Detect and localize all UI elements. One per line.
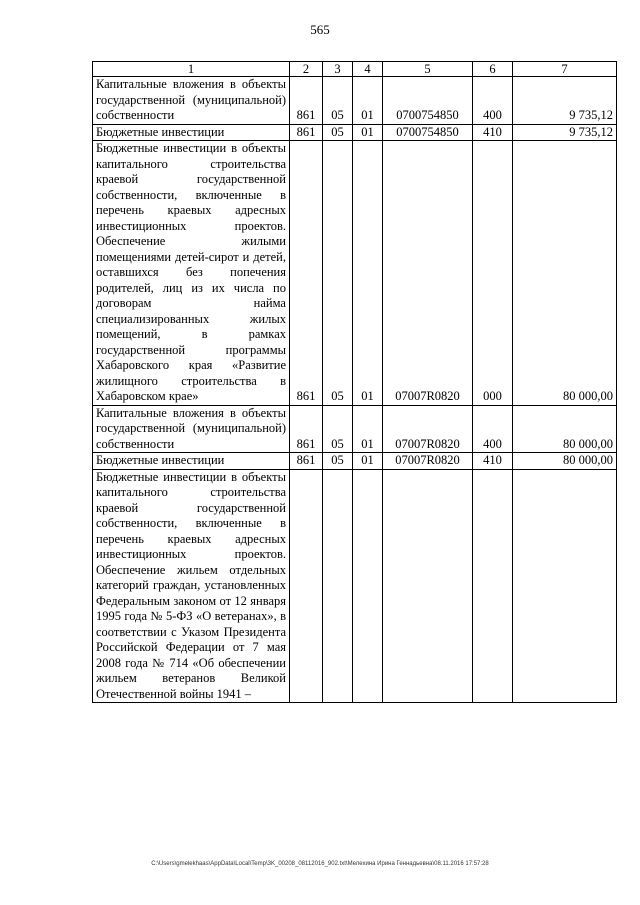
- row-description: Бюджетные инвестиции в объекты капитального строительства краевой государственной собственности, включенные в перечень краевых адресных инвестиционных проектов. Обеспечение жилыми помещениями детей-сирот и детей, оставшихся без попечения родителей, лиц из их числа по договорам найма специализированных жилых помещений, в рамках государственной программы Хабаровского края «Развитие жилищного строительства в Хабаровском крае»: [93, 141, 290, 406]
- row-section-code: 05: [323, 141, 353, 406]
- row-expense-type: 000: [473, 141, 513, 406]
- row-ministry-code: [290, 469, 323, 703]
- table-header-row: [93, 62, 617, 77]
- row-target-article: 0700754850: [383, 124, 473, 141]
- row-description: Бюджетные инвестиции: [93, 453, 290, 470]
- table-row: [93, 453, 617, 470]
- row-amount: [513, 469, 617, 703]
- row-section-code: [323, 469, 353, 703]
- row-subsection-code: 01: [353, 141, 383, 406]
- row-description: Капитальные вложения в объекты государственной (муниципальной) собственности: [93, 405, 290, 453]
- column-header: 3: [323, 62, 353, 77]
- table-row: [93, 77, 617, 125]
- table-row: [93, 141, 617, 406]
- row-ministry-code: 861: [290, 405, 323, 453]
- column-header: 6: [473, 62, 513, 77]
- row-expense-type: 410: [473, 453, 513, 470]
- row-target-article: 07007R0820: [383, 405, 473, 453]
- row-subsection-code: [353, 469, 383, 703]
- row-amount: 80 000,00: [513, 141, 617, 406]
- file-path-footer: C:\Users\gmelekhaas\AppData\Local\Temp\3K_00208_08112016_902.txt\Мелехина Ирина Геннадьевна\08.11.2016 17:57:28: [151, 861, 489, 867]
- column-header: 5: [383, 62, 473, 77]
- row-amount: 80 000,00: [513, 453, 617, 470]
- row-subsection-code: 01: [353, 124, 383, 141]
- row-ministry-code: 861: [290, 124, 323, 141]
- row-amount: 80 000,00: [513, 405, 617, 453]
- row-subsection-code: 01: [353, 453, 383, 470]
- column-header: 2: [290, 62, 323, 77]
- row-section-code: 05: [323, 453, 353, 470]
- row-target-article: 07007R0820: [383, 453, 473, 470]
- budget-table: [92, 61, 617, 703]
- table-row: [93, 405, 617, 453]
- row-ministry-code: 861: [290, 453, 323, 470]
- row-section-code: 05: [323, 124, 353, 141]
- row-expense-type: 410: [473, 124, 513, 141]
- row-target-article: [383, 469, 473, 703]
- row-section-code: 05: [323, 405, 353, 453]
- table-row: [93, 469, 617, 703]
- row-expense-type: 400: [473, 405, 513, 453]
- row-amount: 9 735,12: [513, 124, 617, 141]
- column-header: 7: [513, 62, 617, 77]
- row-ministry-code: 861: [290, 141, 323, 406]
- column-header: 4: [353, 62, 383, 77]
- row-description: Бюджетные инвестиции: [93, 124, 290, 141]
- row-section-code: 05: [323, 77, 353, 125]
- row-ministry-code: 861: [290, 77, 323, 125]
- row-target-article: 0700754850: [383, 77, 473, 125]
- row-subsection-code: 01: [353, 405, 383, 453]
- row-amount: 9 735,12: [513, 77, 617, 125]
- row-expense-type: [473, 469, 513, 703]
- row-target-article: 07007R0820: [383, 141, 473, 406]
- row-expense-type: 400: [473, 77, 513, 125]
- column-header: 1: [93, 62, 290, 77]
- row-subsection-code: 01: [353, 77, 383, 125]
- row-description: Бюджетные инвестиции в объекты капитального строительства краевой государственной собственности, включенные в перечень краевых адресных инвестиционных проектов. Обеспечение жильем отдельных категорий граждан, установленных Федеральным законом от 12 января 1995 года № 5-ФЗ «О ветеранах», в соответствии с Указом Президента Российской Федерации от 7 мая 2008 года № 714 «Об обеспечении жильем ветеранов Великой Отечественной войны 1941 –: [93, 469, 290, 703]
- row-description: Капитальные вложения в объекты государственной (муниципальной) собственности: [93, 77, 290, 125]
- page-number: 565: [310, 22, 330, 37]
- table-row: [93, 124, 617, 141]
